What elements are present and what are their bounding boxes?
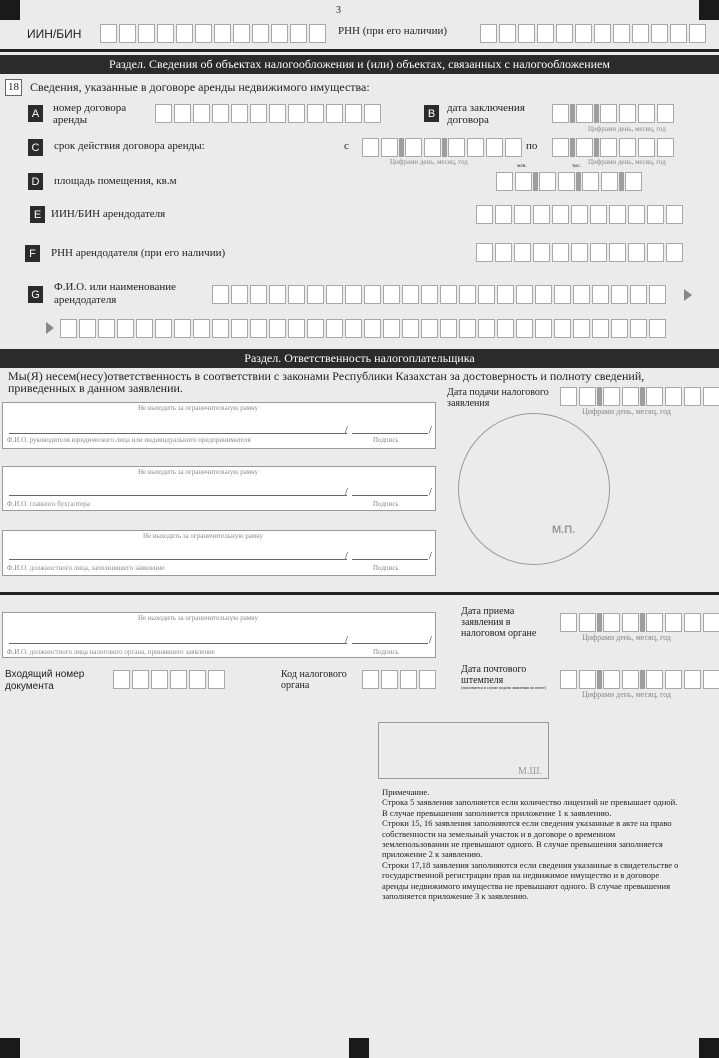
tax-code-cells[interactable] (362, 670, 436, 689)
lease-to-cells[interactable] (552, 138, 674, 157)
submission-date-hint: Цифрами день, месяц, год (582, 407, 671, 416)
contract-number-label: номер договора аренды (53, 102, 127, 126)
continue-arrow-icon (684, 289, 692, 301)
submission-date-label: Дата подачи налогового заявления (447, 387, 549, 409)
officer-sign-caption: Подпись (373, 648, 399, 656)
lease-term-label: срок действия договора аренды: (54, 140, 205, 152)
lease-to-hint: Цифрами день, месяц, год (588, 158, 666, 166)
responsibility-statement: Мы(Я) несем(несу)ответственность в соответствии с законами Республики Казахстан за достоверность и полноту сведений, приведенных в данном заявлении. (8, 369, 645, 395)
letter-f: F (25, 245, 40, 262)
filler-sign-caption: Подпись (373, 564, 399, 572)
lease-from-cells[interactable] (362, 138, 522, 157)
iin-label: ИИН/БИН (27, 27, 82, 41)
postmark-box (378, 722, 549, 779)
lease-from-label: с (344, 140, 349, 152)
iin-cells[interactable] (100, 24, 326, 43)
letter-g: G (28, 286, 43, 303)
post-date-hint: Цифрами день, месяц, год (582, 690, 671, 699)
post-date-cells[interactable] (560, 670, 719, 689)
rnn-label: РНН (при его наличии) (338, 25, 448, 37)
signature-box-director[interactable]: Не выходить за ограничительную рамку / / Ф.И.О. руководителя юридического лица или индивидуального предпринимателя Подпись (2, 402, 436, 449)
officer-fio-caption: Ф.И.О. должностного лица налогового органа, принявшего заявление (7, 648, 215, 656)
divider (0, 592, 719, 595)
section2-title: Раздел. Ответственность налогоплательщика (0, 349, 719, 368)
incoming-number-cells[interactable] (113, 670, 225, 689)
submission-date-cells[interactable] (560, 387, 719, 406)
post-date-sublabel: (заполняется в случае подачи заявления по почте) (461, 685, 546, 690)
lease-from-hint: Цифрами день, месяц, год (390, 158, 468, 166)
signature-box-officer[interactable]: Не выходить за ограничительную рамку / / Ф.И.О. должностного лица налогового органа, принявшего заявление Подпись (2, 612, 436, 658)
contract-date-cells[interactable] (552, 104, 674, 123)
corner-marker-top-left (0, 0, 20, 20)
postmark-label: М.Ш. (518, 766, 542, 777)
signature-box-accountant[interactable]: Не выходить за ограничительную рамку / / Ф.И.О. главного бухгалтера Подпись (2, 466, 436, 511)
accept-date-hint: Цифрами день, месяц, год (582, 633, 671, 642)
continue-arrow-icon (46, 322, 54, 334)
corner-marker-bottom-right (699, 1038, 719, 1058)
letter-c: C (28, 139, 43, 156)
lessor-name-cells-row2[interactable] (60, 319, 666, 338)
section1-title: Раздел. Сведения об объектах налогообложения и (или) объектах, связанных с налогообложением (0, 55, 719, 74)
accept-date-label: Дата приема заявления в налоговом органе (461, 606, 537, 639)
director-sign-caption: Подпись (373, 436, 399, 444)
rnn-cells[interactable] (480, 24, 706, 43)
stamp-circle (458, 413, 610, 565)
tax-code-label: Код налогового органа (281, 669, 347, 691)
notes (382, 787, 682, 901)
contract-date-hint: Цифрами день, месяц, год (588, 125, 666, 133)
lessor-name-label: Ф.И.О. или наименование арендодателя (54, 281, 177, 306)
row-title: Сведения, указанные в договоре аренды недвижимого имущества: (30, 80, 370, 94)
post-date-label: Дата почтового штемпеля (461, 664, 527, 686)
area-ths-label: тыс. (572, 164, 582, 169)
filler-fio-caption: Ф.И.О. должностного лица, заполнившего заявление (7, 564, 165, 572)
lessor-name-cells-row1[interactable] (212, 285, 666, 304)
area-mln-label: млн. (517, 164, 527, 169)
incoming-number-label: Входящий номер документа (5, 669, 85, 692)
note-line: Строка 5 заявления заполняется если количество лицензий не превышает одной. В случае превышения заполняется приложение 1 к заявлению. (382, 797, 680, 818)
area-label: площадь помещения, кв.м (54, 175, 177, 187)
letter-a: A (28, 105, 43, 122)
lessor-rnn-cells[interactable] (476, 243, 683, 262)
letter-e: E (30, 206, 45, 223)
accountant-fio-caption: Ф.И.О. главного бухгалтера (7, 500, 90, 508)
contract-number-cells[interactable] (155, 104, 381, 123)
lessor-iin-label: ИИН/БИН арендодателя (51, 208, 166, 220)
contract-date-label: дата заключения договора (447, 102, 525, 126)
note-line: Строки 17,18 заявления заполняются если сведения указанные в свидетельстве о государственной регистрации прав на недвижимое имущество и в договоре аренды недвижимого имущества не превышают одного. В случае превышения заполняется приложение 3 к заявлению. (382, 859, 681, 902)
stamp-label: М.П. (552, 524, 576, 536)
letter-b: B (424, 105, 439, 122)
corner-marker-bottom-left (0, 1038, 20, 1058)
signature-box-filler[interactable]: Не выходить за ограничительную рамку / / Ф.И.О. должностного лица, заполнившего заявление Подпись (2, 530, 436, 576)
letter-d: D (28, 173, 43, 190)
notes-title: Примечание. (382, 787, 430, 797)
lessor-iin-cells[interactable] (476, 205, 683, 224)
area-cells[interactable] (496, 172, 642, 191)
accountant-sign-caption: Подпись (373, 500, 399, 508)
director-fio-caption: Ф.И.О. руководителя юридического лица или индивидуального предпринимателя (7, 436, 251, 444)
note-line: Строки 15, 16 заявления заполняются если сведения указанные в акте на право собственности на земельный участок и в договоре о временном землепользовании не превышают одного. В случае превышения заполняется приложение 2 к заявлению. (382, 818, 674, 860)
row-number: 18 (5, 79, 22, 96)
lessor-rnn-label: РНН арендодателя (при его наличии) (51, 247, 226, 259)
divider (0, 49, 719, 52)
lease-to-label: по (526, 140, 538, 152)
corner-marker-bottom-center (349, 1038, 369, 1058)
corner-marker-top-right (699, 0, 719, 20)
page-number: 3 (336, 5, 341, 16)
accept-date-cells[interactable] (560, 613, 719, 632)
